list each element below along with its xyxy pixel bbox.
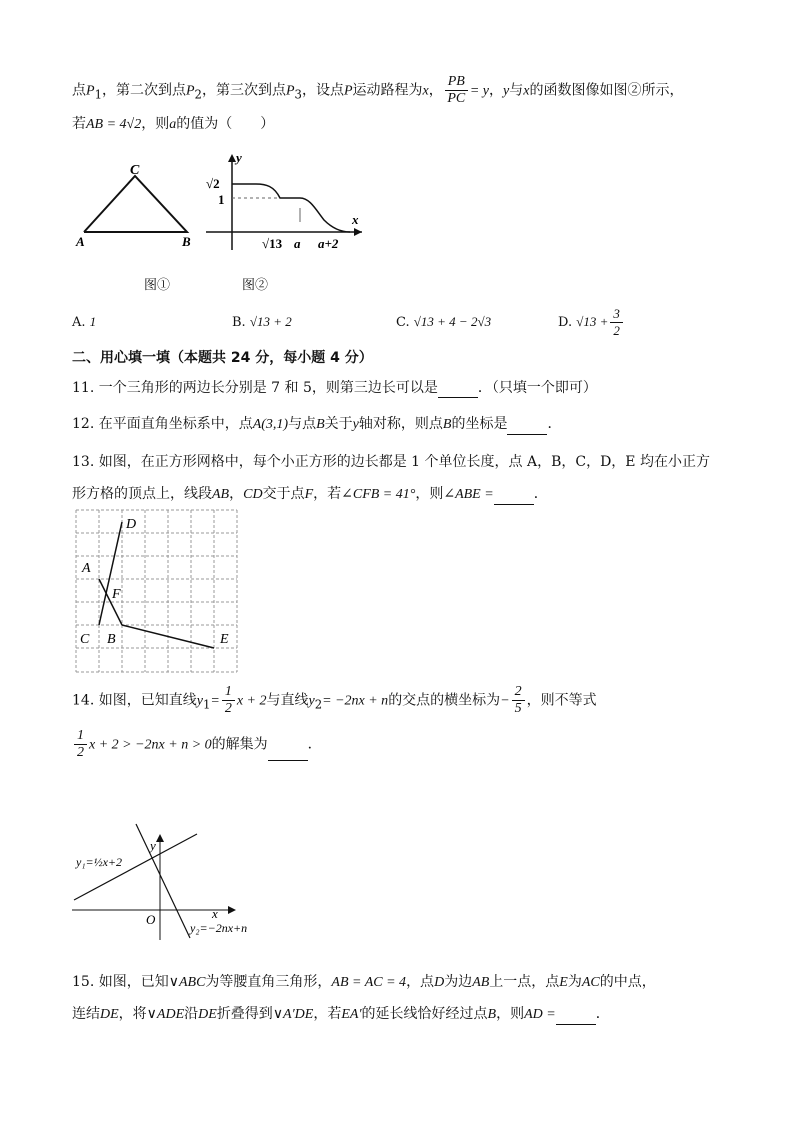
q11: 11. 一个三角形的两边长分别是 7 和 5，则第三边长可以是 ．（只填一个即可）	[72, 380, 597, 396]
sub: 1	[94, 87, 102, 102]
label-o: O	[146, 912, 156, 927]
var: x	[523, 83, 530, 99]
text: ，	[489, 82, 504, 99]
q13-line1: 13. 如图，在正方形网格中，每个小正方形的边长都是 1 个单位长度，点 A，B，C，D，E 均在小正方	[72, 454, 710, 470]
text: 的函数图像如图②所示，	[529, 82, 684, 99]
y-arrow	[228, 154, 236, 162]
text: ，则	[141, 116, 170, 132]
text: 运动路程为	[352, 82, 423, 99]
segment-cd	[99, 522, 122, 625]
text: ，第三次到点	[201, 82, 286, 99]
label-d: D	[126, 517, 137, 532]
answer-blank[interactable]	[494, 490, 534, 505]
label-a-plus-2: a+2	[318, 236, 339, 251]
var: x	[422, 83, 429, 99]
label-y2: y₂=−2nx+n	[190, 921, 248, 935]
text: ，第二次到点	[101, 82, 186, 99]
label-f: F	[112, 587, 121, 602]
q15-line2: 连结DE，将∨ADE沿DE折叠得到∨A′DE，若EA′的延长线恰好经过点B，则AD = ．	[72, 1004, 610, 1025]
answer-blank[interactable]	[438, 383, 478, 398]
figure-1-triangle	[72, 158, 202, 253]
figure-2-graph	[200, 150, 370, 255]
q10-line2	[72, 114, 274, 135]
figure-q14-lines	[72, 820, 282, 945]
segment-be	[122, 625, 214, 648]
text: 若	[72, 116, 86, 132]
caption-fig1: 图①	[144, 278, 171, 293]
sub: 2	[194, 87, 202, 102]
label-a: a	[294, 236, 301, 251]
text: 与	[509, 82, 524, 99]
q14-line2: $\frac{1}{2}$ x + 2 > −2nx + n > 0的解集为 ．	[72, 728, 322, 761]
x-arrow	[228, 906, 236, 914]
label-x: x	[212, 906, 218, 921]
label-a: A	[76, 234, 85, 249]
text: 的值为（ ）	[176, 116, 275, 132]
q15-line1: 15. 如图，已知∨ABC为等腰直角三角形，AB = AC = 4，点D为边AB上一点，点E为AC的中点，	[72, 974, 656, 990]
label-b: B	[107, 632, 116, 647]
var: y	[503, 83, 510, 99]
option-d[interactable]: D. √13 + $\frac{3}{2}$	[558, 306, 625, 339]
x-arrow	[354, 228, 362, 236]
label-y: y	[236, 150, 242, 165]
figure-q13-grid	[74, 508, 244, 676]
sub: 3	[294, 87, 302, 102]
label-1: 1	[218, 192, 225, 207]
graph-curve	[232, 184, 350, 232]
option-b[interactable]: B. √13 + 2	[232, 314, 292, 330]
caption-fig2: 图②	[242, 278, 269, 293]
y-arrow	[156, 834, 164, 842]
label-b: B	[182, 234, 191, 249]
label-e: E	[220, 632, 229, 647]
fraction-pb-pc: $\frac{PB}{PC}$	[445, 74, 468, 107]
triangle-abc	[84, 176, 187, 232]
text: ，设点	[301, 82, 344, 99]
label-y: y	[150, 838, 156, 853]
label-sqrt2: √2	[206, 176, 220, 191]
label-c: C	[130, 163, 140, 178]
var: a	[169, 117, 177, 132]
text: 点	[72, 82, 86, 99]
label-c: C	[80, 632, 90, 647]
var: P	[86, 83, 95, 99]
answer-blank[interactable]	[507, 420, 547, 435]
section-2-title: 二、用心填一填（本题共 24 分，每小题 4 分）	[72, 350, 373, 366]
eq: = y	[469, 83, 490, 99]
option-c[interactable]: C. √13 + 4 − 2√3	[396, 314, 492, 330]
answer-blank[interactable]	[268, 746, 308, 761]
q14-line1: 14. 如图，已知直线$y_1=$ $\frac{1}{2}$ x + 2与直线$y_2= -2nx + n$的交点的横坐标为− $\frac{2}{5}$ ，则不等式	[72, 684, 597, 716]
label-a: A	[82, 561, 91, 576]
condition: AB = 4√2	[86, 117, 142, 132]
q12: 12. 在平面直角坐标系中，点A(3,1)与点B关于y轴对称，则点B的坐标是 ．	[72, 414, 561, 435]
answer-blank[interactable]	[556, 1010, 596, 1025]
label-sqrt13: √13	[262, 236, 283, 251]
label-y1: y₁=½x+2	[76, 855, 123, 869]
q13-line2: 形方格的顶点上，线段AB，CD交于点F，若∠CFB = 41°，则∠ABE = ．	[72, 484, 548, 505]
label-x: x	[352, 212, 359, 227]
q10-line1: 点$P_1$，第二次到点$P_2$，第三次到点$P_3$，设点P运动路程为x， $\frac{PB}{PC}$ = y，y与x的函数图像如图②所示，	[72, 74, 684, 106]
option-a[interactable]: A. 1	[72, 314, 97, 330]
